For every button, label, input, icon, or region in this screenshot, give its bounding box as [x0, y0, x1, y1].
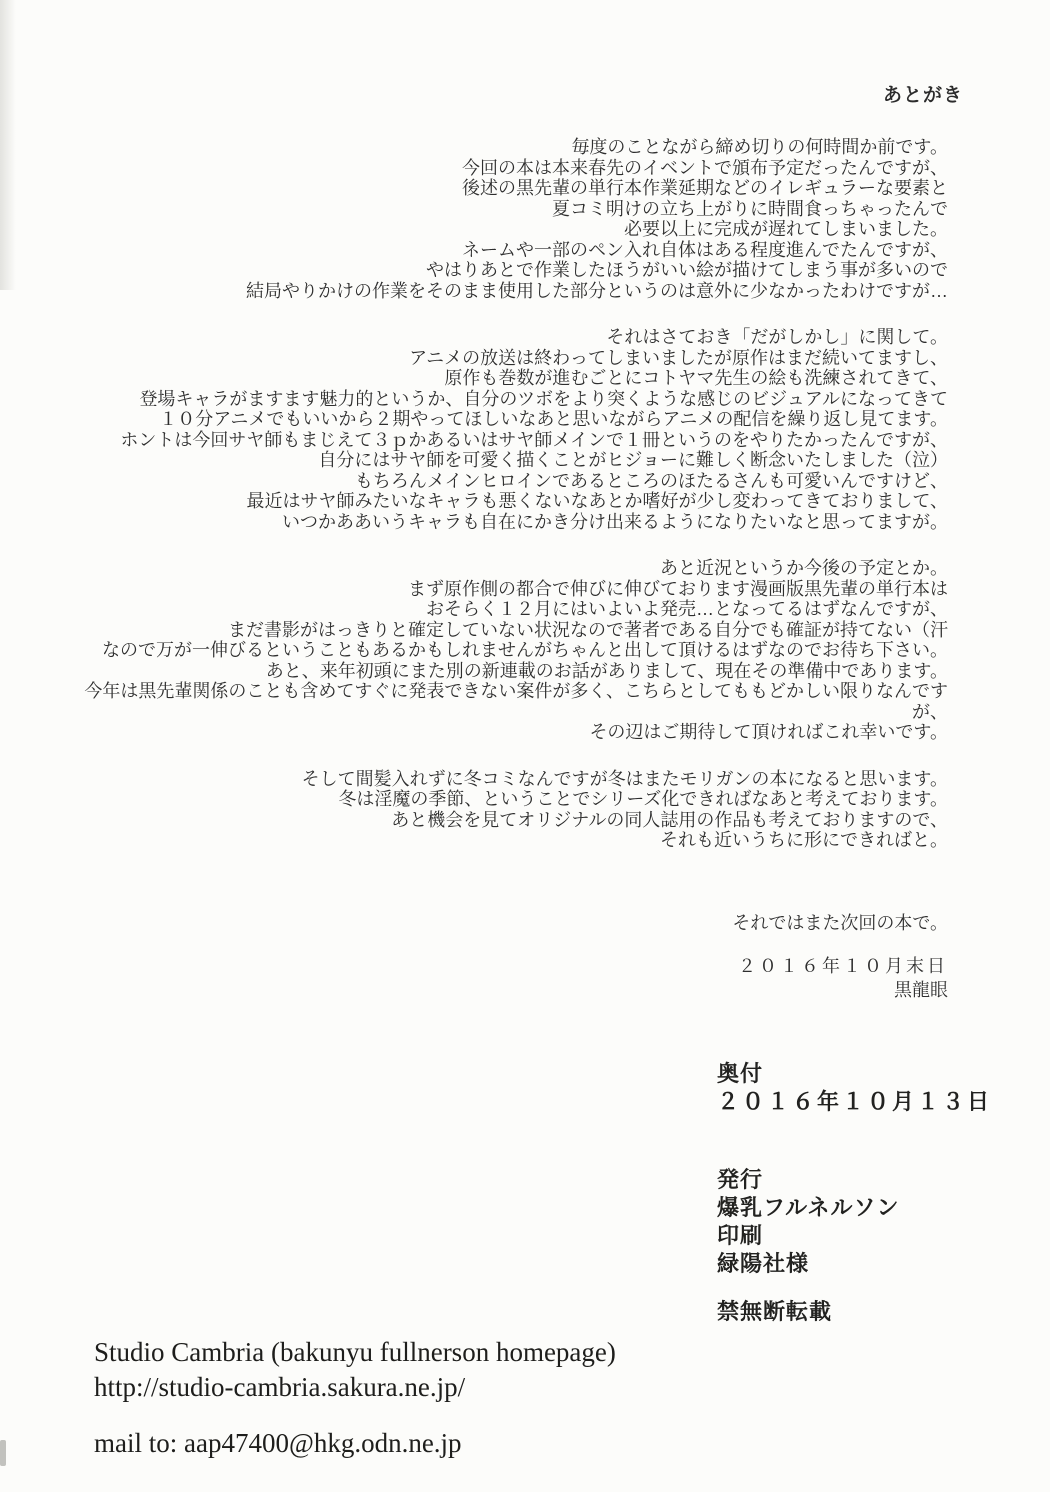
printer-name: 緑陽社様: [717, 1251, 810, 1276]
text-line: 必要以上に完成が遅れてしまいました。: [624, 219, 948, 239]
text-line: まず原作側の都合で伸びに伸びております漫画版黒先輩の単行本は: [408, 578, 948, 599]
text-line: 結局やりかけの作業をそのまま使用した部分というのは意外に少なかったわけですが…: [246, 280, 948, 301]
text-line: あと機会を見てオリジナルの同人誌用の作品も考えておりますので、: [391, 809, 948, 830]
scan-edge-artifact: [0, 1440, 6, 1466]
text-line: いつかああいうキャラも自在にかき分け出来るようになりたいなと思ってますが。: [282, 511, 948, 532]
text-line: ネームや一部のペン入れ自体はある程度進んでたんですが、: [462, 239, 948, 260]
publisher-name: 爆乳フルネルソン: [717, 1195, 900, 1220]
text-line: １０分アニメでもいいから２期やってほしいなあと思いながらアニメの配信を繰り返し見てます。: [159, 409, 948, 429]
mail-address-line: mail to: aap47400@hkg.odn.ne.jp: [94, 1428, 462, 1458]
text-line: あと、来年初頭にまた別の新連載のお話がありまして、現在その準備中であります。: [265, 660, 948, 681]
text-line: おそらく１２月にはいよいよ発売…となってるはずなんですが、: [426, 599, 948, 619]
studio-name-line: Studio Cambria (bakunyu fullnerson homepage): [94, 1337, 616, 1367]
page-title: あとがき: [882, 85, 963, 106]
colophon-date: ２０１６年１０月１３日: [717, 1089, 993, 1114]
text-line: なので万が一伸びるということもあるかもしれませんがちゃんと出して頂けるはずなのでお待ち下さい。: [102, 640, 948, 660]
paragraph-series-thoughts: [60, 327, 948, 532]
text-line: 夏コミ明けの立ち上がりに時間食っちゃったんで: [552, 198, 948, 219]
text-line: まだ書影がはっきりと確定していない状況なので著者である自分でも確証が持てない（汗: [228, 619, 948, 640]
afterword-date: ２０１６年１０月末日: [738, 956, 948, 976]
text-line: 毎度のことながら締め切りの何時間か前です。: [571, 137, 948, 157]
signature-block: [60, 954, 948, 1002]
text-line: それはさておき「だがしかし」に関して。: [606, 327, 948, 347]
paragraph-winter-comiket: [60, 769, 948, 851]
text-line: 冬は淫魔の季節、ということでシリーズ化できればなあと考えております。: [338, 789, 948, 809]
afterword-body: [60, 137, 948, 1002]
text-line: もちろんメインヒロインであるところのほたるさんも可愛いんですけど、: [354, 470, 948, 491]
colophon-heading: 奥付: [717, 1061, 764, 1086]
no-reprint-notice: 禁無断転載: [717, 1299, 833, 1324]
paragraph-production: [60, 137, 948, 301]
homepage-url: http://studio-cambria.sakura.ne.jp/: [94, 1372, 466, 1402]
publisher-label: 発行: [717, 1167, 764, 1192]
text-line: そして間髪入れずに冬コミなんですが冬はまたモリガンの本になると思います。: [301, 768, 948, 789]
text-line: ホントは今回サヤ師もまじえて３ｐかあるいはサヤ師メインで１冊というのをやりたかったんですが、: [120, 429, 948, 450]
paragraph-upcoming-plans: [60, 558, 948, 743]
text-line: その辺はご期待して頂ければこれ幸いです。: [589, 722, 948, 742]
text-line: 今年は黒先輩関係のことも含めてすぐに発表できない案件が多く、こちらとしてももどかしい限りなんですが、: [84, 681, 948, 722]
text-line: 最近はサヤ師みたいなキャラも悪くないなあとか嗜好が少し変わってきておりまして、: [246, 491, 948, 511]
text-line: やはりあとで作業したほうがいい絵が描けてしまう事が多いので: [426, 260, 948, 280]
scan-edge-artifact: [0, 0, 16, 290]
text-line: 登場キャラがますます魅力的というか、自分のツボをより突くような感じのビジュアルになってきて: [139, 388, 948, 409]
closing-line: それではまた次回の本で。: [732, 912, 948, 933]
text-line: 自分にはサヤ師を可愛く描くことがヒジョーに難しく断念いたしました（泣）: [318, 450, 948, 470]
footer-contact-block: [94, 1335, 616, 1461]
text-line: アニメの放送は終わってしまいましたが原作はまだ続いてますし、: [409, 347, 948, 368]
colophon: [717, 1060, 992, 1326]
author-signature: 黒龍眼: [894, 980, 948, 1000]
text-line: 原作も巻数が進むごとにコトヤマ先生の絵も洗練されてきて、: [444, 368, 948, 388]
text-line: 今回の本は本来春先のイベントで頒布予定だったんですが、: [462, 157, 948, 178]
printer-label: 印刷: [717, 1223, 764, 1248]
text-line: あと近況というか今後の予定とか。: [660, 558, 948, 578]
text-line: 後述の黒先輩の単行本作業延期などのイレギュラーな要素と: [462, 178, 948, 198]
text-line: それも近いうちに形にできればと。: [660, 830, 948, 850]
